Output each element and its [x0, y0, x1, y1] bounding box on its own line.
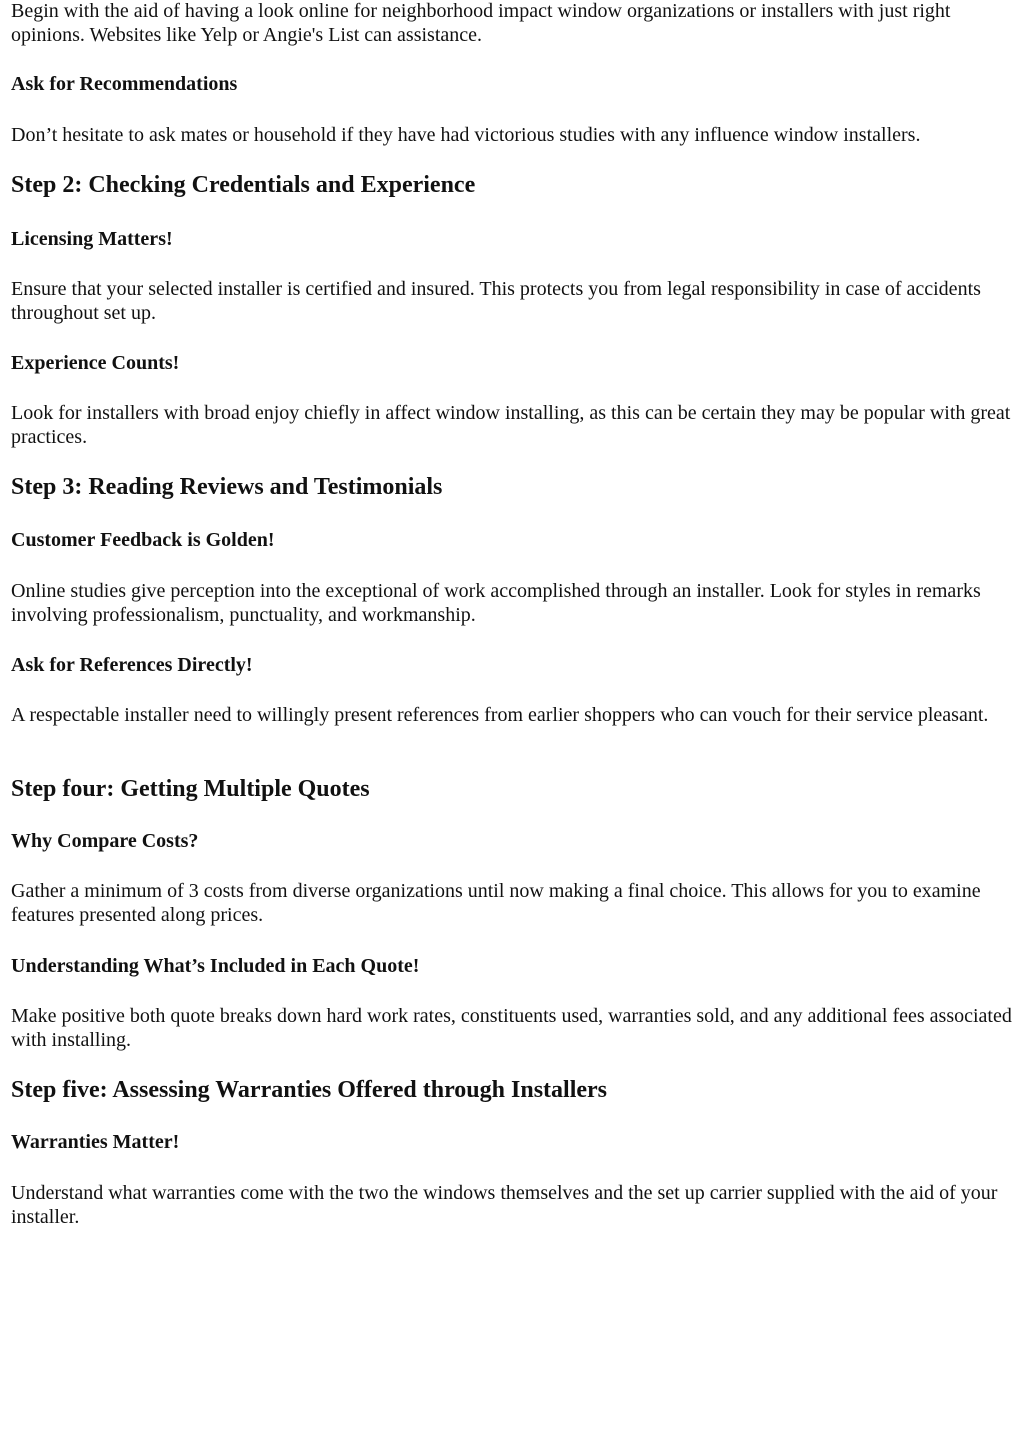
- experience-heading: Experience Counts!: [11, 352, 180, 374]
- included-paragraph: Make positive both quote breaks down hard work rates, constituents used, warranties sold, and any additional fees associated with installing.: [11, 1005, 1012, 1051]
- references-heading: Ask for References Directly!: [11, 654, 253, 676]
- ask-recommendations-heading: Ask for Recommendations: [11, 73, 238, 95]
- licensing-paragraph: Ensure that your selected installer is certified and insured. This protects you from legal responsibility in case of accidents throughout set up.: [11, 278, 981, 324]
- compare-heading: Why Compare Costs?: [11, 830, 199, 852]
- warranties-heading: Warranties Matter!: [11, 1131, 180, 1153]
- references-paragraph: A respectable installer need to willingly present references from earlier shoppers who can vouch for their service pleasant.: [11, 704, 989, 726]
- feedback-heading: Customer Feedback is Golden!: [11, 529, 275, 551]
- intro-paragraph: Begin with the aid of having a look online for neighborhood impact window organizations or installers with just right opinions. Websites like Yelp or Angie's List can assistance.: [11, 0, 951, 46]
- step2-heading: Step 2: Checking Credentials and Experience: [11, 172, 476, 198]
- feedback-paragraph: Online studies give perception into the exceptional of work accomplished through an installer. Look for styles in remarks involving professionalism, punctuality, and workmanship.: [11, 580, 981, 626]
- step5-heading: Step five: Assessing Warranties Offered through Installers: [11, 1077, 608, 1103]
- step4-heading: Step four: Getting Multiple Quotes: [11, 776, 370, 802]
- compare-paragraph: Gather a minimum of 3 costs from diverse organizations until now making a final choice. This allows for you to examine features presented along prices.: [11, 880, 981, 926]
- ask-recommendations-paragraph: Don’t hesitate to ask mates or household if they have had victorious studies with any influence window installers.: [11, 124, 921, 146]
- experience-paragraph: Look for installers with broad enjoy chiefly in affect window installing, as this can be certain they may be popular with great practices.: [11, 402, 1011, 448]
- licensing-heading: Licensing Matters!: [11, 228, 173, 250]
- warranties-paragraph: Understand what warranties come with the two the windows themselves and the set up carrier supplied with the aid of your installer.: [11, 1182, 998, 1228]
- step3-heading: Step 3: Reading Reviews and Testimonials: [11, 474, 443, 500]
- included-heading: Understanding What’s Included in Each Quote!: [11, 955, 420, 977]
